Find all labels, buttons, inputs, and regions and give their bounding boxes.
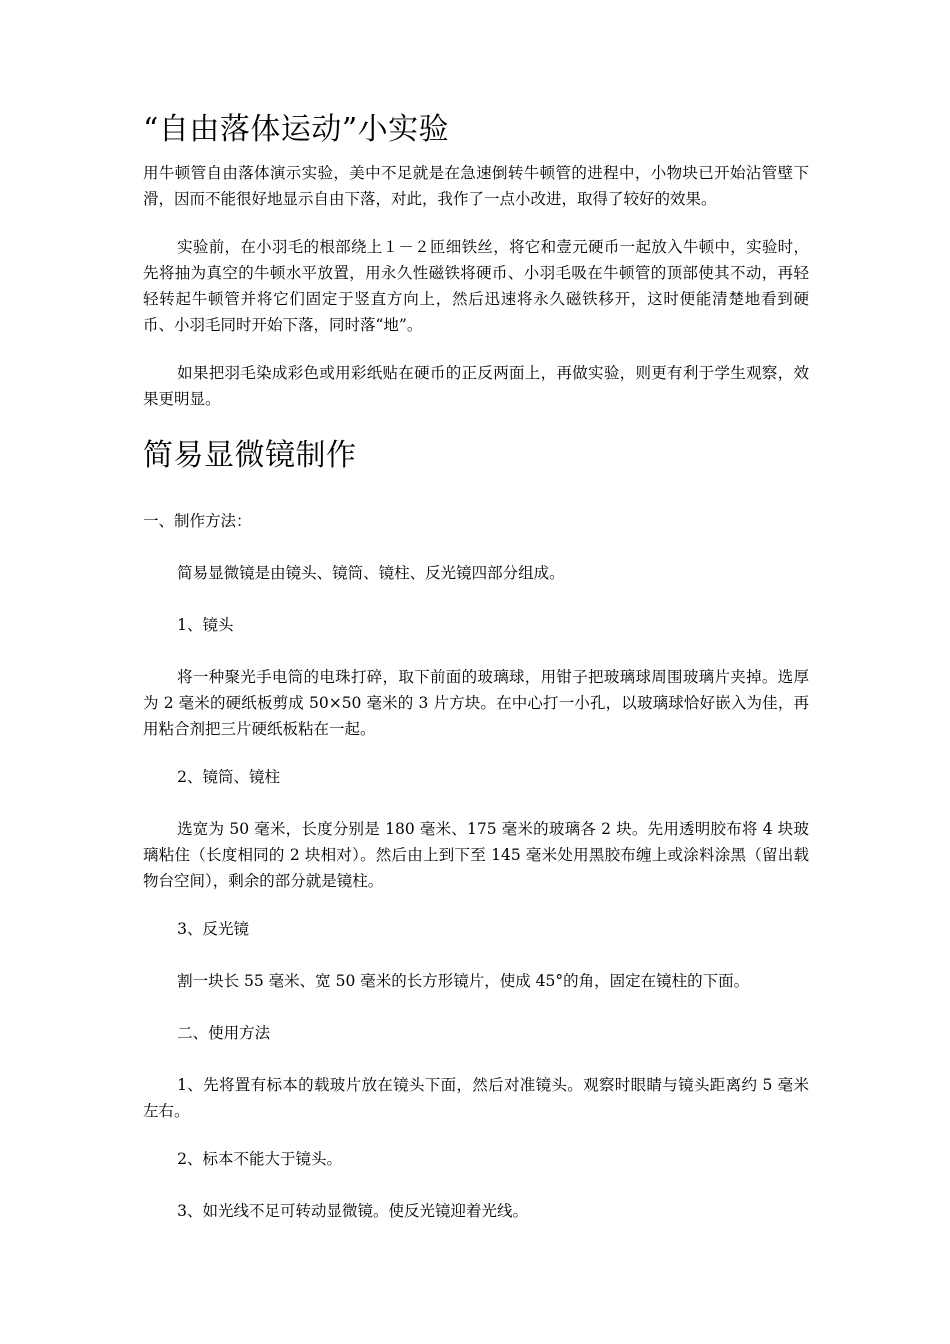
list-item: 1、先将置有标本的载玻片放在镜头下面，然后对准镜头。观察时眼睛与镜头距离约 5 毫米左右。 [143, 1076, 809, 1120]
paragraph: 简易显微镜是由镜头、镜筒、镜柱、反光镜四部分组成。 [177, 564, 565, 582]
document-page [143, 108, 809, 1246]
section-heading: 二、使用方法 [177, 1024, 271, 1042]
paragraph: 选宽为 50 毫米，长度分别是 180 毫米、175 毫米的玻璃各 2 块。先用透明胶布将 4 块玻璃粘住（长度相同的 2 块相对）。然后由上到下至 145 毫米处用黑胶布缠上或涂料涂黑（留出载物台空间），剩余的部分就是镜柱。 [143, 820, 809, 890]
sub-heading: 1、镜头 [177, 616, 234, 634]
article-title-microscope: 简易显微镜制作 [143, 438, 357, 473]
paragraph: 实验前，在小羽毛的根部绕上１－２匝细铁丝，将它和壹元硬币一起放入牛顿中，实验时，先将抽为真空的牛顿水平放置，用永久性磁铁将硬币、小羽毛吸在牛顿管的顶部使其不动，再轻轻转起牛顿管并将它们固定于竖直方向上，然后迅速将永久磁铁移开，这时便能清楚地看到硬币、小羽毛同时开始下落，同时落“地”。 [143, 238, 809, 334]
list-item: 2、标本不能大于镜头。 [177, 1150, 342, 1168]
sub-heading: 2、镜筒、镜柱 [177, 768, 280, 786]
paragraph: 如果把羽毛染成彩色或用彩纸贴在硬币的正反两面上，再做实验，则更有利于学生观察，效果更明显。 [143, 364, 809, 408]
paragraph: 将一种聚光手电筒的电珠打碎，取下前面的玻璃球，用钳子把玻璃球周围玻璃片夹掉。选厚为 2 毫米的硬纸板剪成 50×50 毫米的 3 片方块。在中心打一小孔，以玻璃球恰好嵌入为佳，再用粘合剂把三片硬纸板粘在一起。 [143, 668, 809, 738]
sub-heading: 3、反光镜 [177, 920, 249, 938]
paragraph: 用牛顿管自由落体演示实验，美中不足就是在急速倒转牛顿管的进程中，小物块已开始沾管壁下滑，因而不能很好地显示自由下落，对此，我作了一点小改进，取得了较好的效果。 [143, 164, 809, 208]
list-item: 3、如光线不足可转动显微镜。使反光镜迎着光线。 [177, 1202, 528, 1220]
article-title-free-fall: “自由落体运动”小实验 [143, 112, 450, 147]
paragraph: 割一块长 55 毫米、宽 50 毫米的长方形镜片，使成 45°的角，固定在镜柱的下面。 [177, 972, 750, 990]
section-heading: 一、制作方法： [143, 512, 252, 530]
